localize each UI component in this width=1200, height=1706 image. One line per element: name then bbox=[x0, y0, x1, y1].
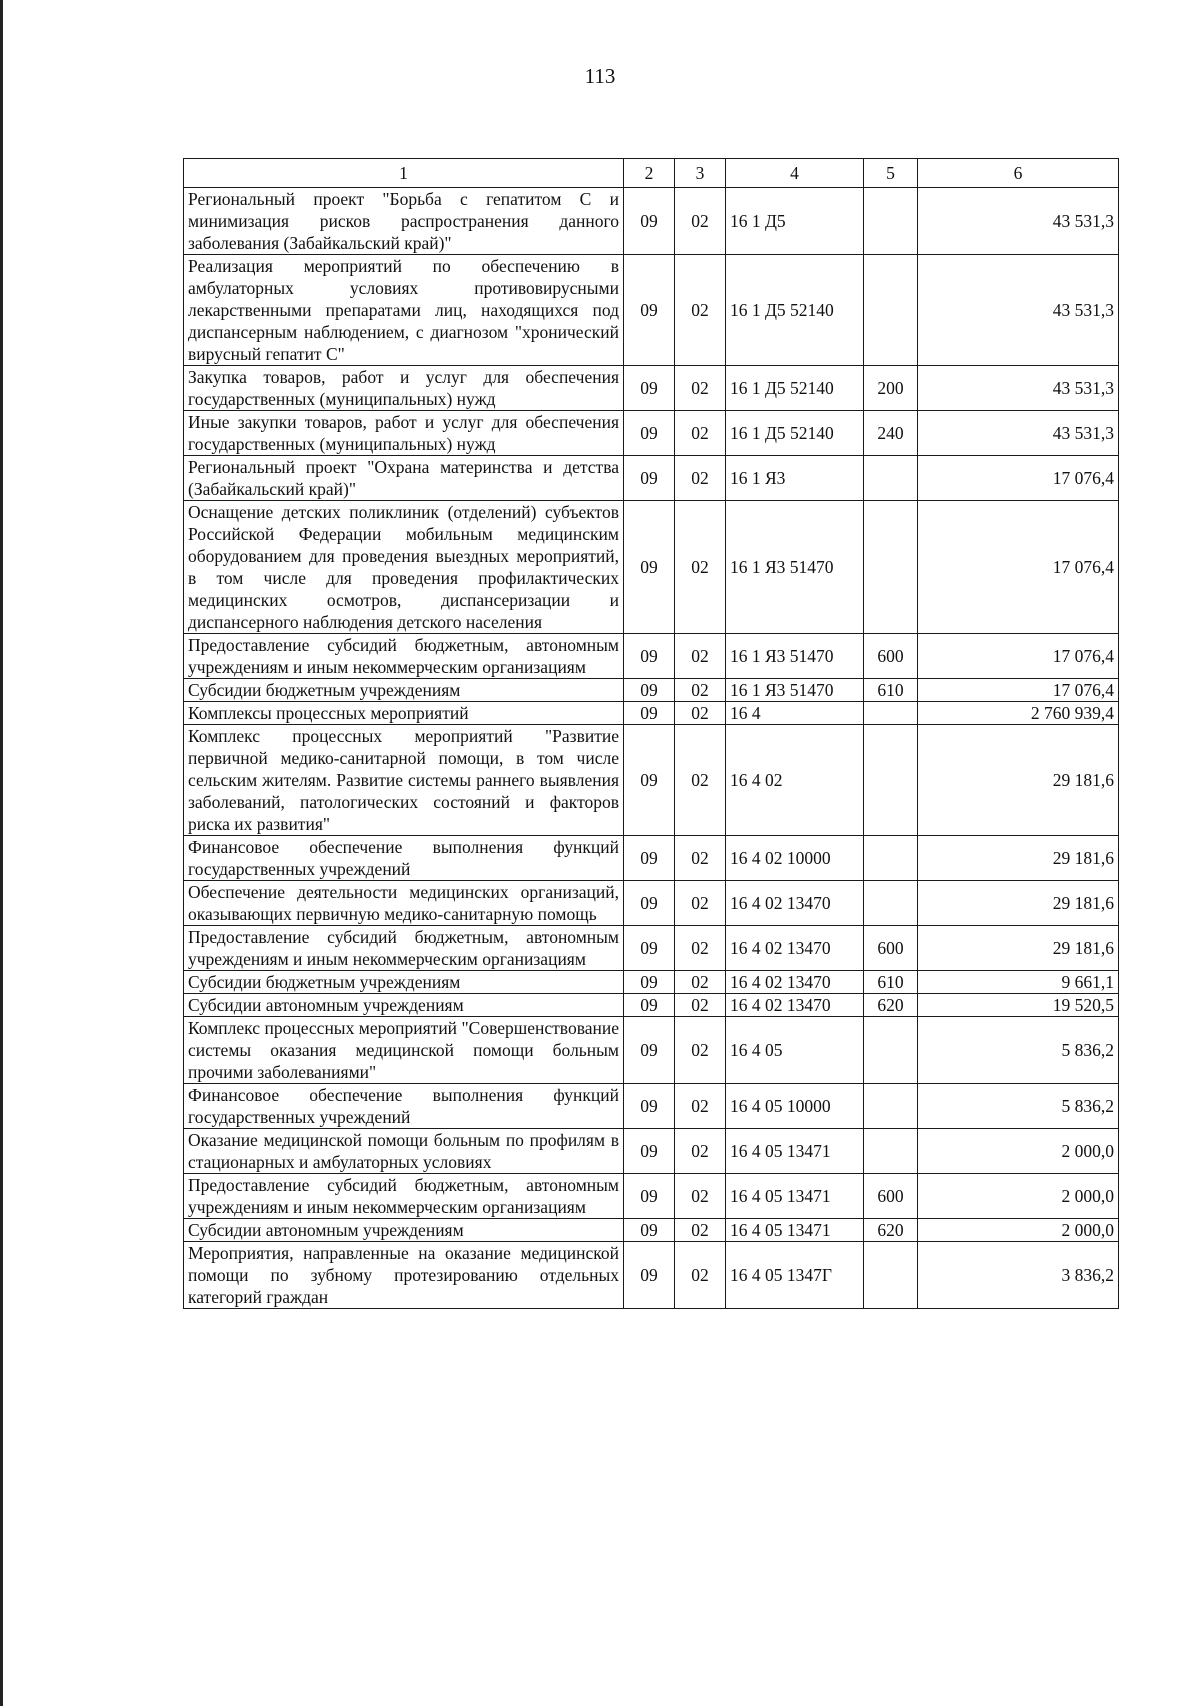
row-target-code: 16 4 05 bbox=[726, 1017, 864, 1084]
row-section: 09 bbox=[624, 255, 675, 366]
row-name: Иные закупки товаров, работ и услуг для обеспечения государственных (муниципальных) нужд bbox=[184, 411, 624, 456]
row-amount: 29 181,6 bbox=[918, 836, 1119, 881]
row-expense-type: 610 bbox=[864, 971, 918, 994]
row-subsection: 02 bbox=[675, 634, 726, 679]
row-expense-type: 610 bbox=[864, 679, 918, 702]
row-section: 09 bbox=[624, 881, 675, 926]
row-amount: 17 076,4 bbox=[918, 456, 1119, 501]
page-number: 113 bbox=[584, 64, 616, 88]
row-target-code: 16 4 05 13471 bbox=[726, 1129, 864, 1174]
row-expense-type: 600 bbox=[864, 1174, 918, 1219]
table-row bbox=[184, 1174, 1119, 1219]
row-amount: 17 076,4 bbox=[918, 634, 1119, 679]
row-target-code: 16 4 02 bbox=[726, 725, 864, 836]
row-name: Комплекс процессных мероприятий "Развитие первичной медико-санитарной помощи, в том числе сельским жителям. Развитие системы раннего выявления заболеваний, патологических состояний и факторов риска их развития" bbox=[184, 725, 624, 836]
row-amount: 9 661,1 bbox=[918, 971, 1119, 994]
row-target-code: 16 1 Д5 bbox=[726, 188, 864, 255]
table-row bbox=[184, 836, 1119, 881]
row-name: Мероприятия, направленные на оказание медицинской помощи по зубному протезированию отдельных категорий граждан bbox=[184, 1242, 624, 1309]
row-section: 09 bbox=[624, 411, 675, 456]
header-col-3: 3 bbox=[675, 159, 726, 188]
row-amount: 5 836,2 bbox=[918, 1017, 1119, 1084]
row-subsection: 02 bbox=[675, 679, 726, 702]
table-body bbox=[184, 188, 1119, 1309]
row-amount: 43 531,3 bbox=[918, 255, 1119, 366]
row-expense-type: 600 bbox=[864, 634, 918, 679]
row-subsection: 02 bbox=[675, 702, 726, 725]
row-target-code: 16 1 Я3 bbox=[726, 456, 864, 501]
row-subsection: 02 bbox=[675, 725, 726, 836]
header-col-4: 4 bbox=[726, 159, 864, 188]
row-target-code: 16 1 Д5 52140 bbox=[726, 411, 864, 456]
row-subsection: 02 bbox=[675, 994, 726, 1017]
row-amount: 2 760 939,4 bbox=[918, 702, 1119, 725]
row-subsection: 02 bbox=[675, 971, 726, 994]
row-expense-type bbox=[864, 456, 918, 501]
row-name: Оснащение детских поликлиник (отделений) субъектов Российской Федерации мобильным медицинским оборудованием для проведения выездных мероприятий, в том числе для проведения профилактических медицинских осмотров, диспансеризации и диспансерного наблюдения детского населения bbox=[184, 501, 624, 634]
row-amount: 29 181,6 bbox=[918, 725, 1119, 836]
row-amount: 29 181,6 bbox=[918, 926, 1119, 971]
row-subsection: 02 bbox=[675, 1017, 726, 1084]
row-expense-type bbox=[864, 702, 918, 725]
budget-table bbox=[183, 158, 1119, 1309]
row-subsection: 02 bbox=[675, 1242, 726, 1309]
row-subsection: 02 bbox=[675, 836, 726, 881]
row-expense-type bbox=[864, 1129, 918, 1174]
row-target-code: 16 4 bbox=[726, 702, 864, 725]
header-col-2: 2 bbox=[624, 159, 675, 188]
row-subsection: 02 bbox=[675, 926, 726, 971]
row-amount: 3 836,2 bbox=[918, 1242, 1119, 1309]
row-expense-type bbox=[864, 501, 918, 634]
row-expense-type bbox=[864, 1017, 918, 1084]
row-section: 09 bbox=[624, 1129, 675, 1174]
row-section: 09 bbox=[624, 702, 675, 725]
row-expense-type bbox=[864, 255, 918, 366]
row-name: Комплекс процессных мероприятий "Совершенствование системы оказания медицинской помощи больным прочими заболеваниями" bbox=[184, 1017, 624, 1084]
row-target-code: 16 1 Д5 52140 bbox=[726, 366, 864, 411]
row-name: Субсидии бюджетным учреждениям bbox=[184, 971, 624, 994]
row-expense-type bbox=[864, 881, 918, 926]
table-row bbox=[184, 634, 1119, 679]
row-section: 09 bbox=[624, 679, 675, 702]
row-section: 09 bbox=[624, 1174, 675, 1219]
row-subsection: 02 bbox=[675, 1084, 726, 1129]
row-subsection: 02 bbox=[675, 255, 726, 366]
row-name: Субсидии автономным учреждениям bbox=[184, 1219, 624, 1242]
row-expense-type: 620 bbox=[864, 1219, 918, 1242]
row-section: 09 bbox=[624, 1242, 675, 1309]
row-target-code: 16 1 Я3 51470 bbox=[726, 501, 864, 634]
row-subsection: 02 bbox=[675, 188, 726, 255]
table-row bbox=[184, 366, 1119, 411]
table-row bbox=[184, 881, 1119, 926]
header-col-5: 5 bbox=[864, 159, 918, 188]
table-row bbox=[184, 1242, 1119, 1309]
table-row bbox=[184, 255, 1119, 366]
row-amount: 5 836,2 bbox=[918, 1084, 1119, 1129]
row-subsection: 02 bbox=[675, 501, 726, 634]
row-section: 09 bbox=[624, 836, 675, 881]
row-name: Субсидии бюджетным учреждениям bbox=[184, 679, 624, 702]
row-target-code: 16 4 02 10000 bbox=[726, 836, 864, 881]
scan-edge-line bbox=[0, 0, 3, 1706]
row-expense-type bbox=[864, 1242, 918, 1309]
row-subsection: 02 bbox=[675, 456, 726, 501]
header-col-1: 1 bbox=[184, 159, 624, 188]
row-section: 09 bbox=[624, 366, 675, 411]
row-section: 09 bbox=[624, 971, 675, 994]
row-expense-type bbox=[864, 188, 918, 255]
row-amount: 29 181,6 bbox=[918, 881, 1119, 926]
row-target-code: 16 1 Я3 51470 bbox=[726, 634, 864, 679]
row-name: Предоставление субсидий бюджетным, автономным учреждениям и иным некоммерческим организациям bbox=[184, 1174, 624, 1219]
row-amount: 2 000,0 bbox=[918, 1174, 1119, 1219]
row-section: 09 bbox=[624, 501, 675, 634]
row-section: 09 bbox=[624, 926, 675, 971]
row-name: Закупка товаров, работ и услуг для обеспечения государственных (муниципальных) нужд bbox=[184, 366, 624, 411]
table-row bbox=[184, 1017, 1119, 1084]
table-row bbox=[184, 679, 1119, 702]
row-expense-type: 600 bbox=[864, 926, 918, 971]
table-row bbox=[184, 1129, 1119, 1174]
table-header bbox=[184, 159, 1119, 188]
row-target-code: 16 4 02 13470 bbox=[726, 926, 864, 971]
table-row bbox=[184, 456, 1119, 501]
row-name: Обеспечение деятельности медицинских организаций, оказывающих первичную медико-санитарную помощь bbox=[184, 881, 624, 926]
table-row bbox=[184, 926, 1119, 971]
table-row bbox=[184, 702, 1119, 725]
row-amount: 43 531,3 bbox=[918, 411, 1119, 456]
row-amount: 19 520,5 bbox=[918, 994, 1119, 1017]
row-subsection: 02 bbox=[675, 1174, 726, 1219]
row-name: Финансовое обеспечение выполнения функций государственных учреждений bbox=[184, 836, 624, 881]
row-amount: 2 000,0 bbox=[918, 1129, 1119, 1174]
row-amount: 2 000,0 bbox=[918, 1219, 1119, 1242]
row-target-code: 16 4 05 1347Г bbox=[726, 1242, 864, 1309]
row-target-code: 16 4 05 10000 bbox=[726, 1084, 864, 1129]
row-target-code: 16 1 Д5 52140 bbox=[726, 255, 864, 366]
row-subsection: 02 bbox=[675, 1219, 726, 1242]
header-col-6: 6 bbox=[918, 159, 1119, 188]
row-name: Оказание медицинской помощи больным по профилям в стационарных и амбулаторных условиях bbox=[184, 1129, 624, 1174]
table-row bbox=[184, 188, 1119, 255]
table-row bbox=[184, 501, 1119, 634]
table-row bbox=[184, 1084, 1119, 1129]
row-target-code: 16 4 05 13471 bbox=[726, 1219, 864, 1242]
table-row bbox=[184, 971, 1119, 994]
row-name: Региональный проект "Охрана материнства и детства (Забайкальский край)" bbox=[184, 456, 624, 501]
row-expense-type bbox=[864, 1084, 918, 1129]
row-amount: 43 531,3 bbox=[918, 366, 1119, 411]
row-target-code: 16 4 05 13471 bbox=[726, 1174, 864, 1219]
row-amount: 43 531,3 bbox=[918, 188, 1119, 255]
row-name: Субсидии автономным учреждениям bbox=[184, 994, 624, 1017]
row-section: 09 bbox=[624, 1017, 675, 1084]
row-section: 09 bbox=[624, 634, 675, 679]
table-row bbox=[184, 725, 1119, 836]
row-name: Региональный проект "Борьба с гепатитом С и минимизация рисков распространения данного заболевания (Забайкальский край)" bbox=[184, 188, 624, 255]
row-name: Реализация мероприятий по обеспечению в амбулаторных условиях противовирусными лекарственными препаратами лиц, находящихся под диспансерным наблюдением, с диагнозом "хронический вирусный гепатит С" bbox=[184, 255, 624, 366]
row-section: 09 bbox=[624, 456, 675, 501]
row-target-code: 16 4 02 13470 bbox=[726, 971, 864, 994]
row-amount: 17 076,4 bbox=[918, 679, 1119, 702]
row-expense-type: 240 bbox=[864, 411, 918, 456]
row-expense-type: 620 bbox=[864, 994, 918, 1017]
row-name: Финансовое обеспечение выполнения функций государственных учреждений bbox=[184, 1084, 624, 1129]
table-row bbox=[184, 411, 1119, 456]
row-section: 09 bbox=[624, 994, 675, 1017]
row-section: 09 bbox=[624, 1084, 675, 1129]
row-target-code: 16 1 Я3 51470 bbox=[726, 679, 864, 702]
row-expense-type bbox=[864, 836, 918, 881]
table-row bbox=[184, 994, 1119, 1017]
row-name: Предоставление субсидий бюджетным, автономным учреждениям и иным некоммерческим организациям bbox=[184, 634, 624, 679]
row-section: 09 bbox=[624, 1219, 675, 1242]
row-subsection: 02 bbox=[675, 881, 726, 926]
row-expense-type: 200 bbox=[864, 366, 918, 411]
row-expense-type bbox=[864, 725, 918, 836]
row-amount: 17 076,4 bbox=[918, 501, 1119, 634]
row-subsection: 02 bbox=[675, 1129, 726, 1174]
row-subsection: 02 bbox=[675, 411, 726, 456]
row-section: 09 bbox=[624, 188, 675, 255]
table-row bbox=[184, 1219, 1119, 1242]
row-subsection: 02 bbox=[675, 366, 726, 411]
header-row bbox=[184, 159, 1119, 188]
row-name: Предоставление субсидий бюджетным, автономным учреждениям и иным некоммерческим организациям bbox=[184, 926, 624, 971]
row-target-code: 16 4 02 13470 bbox=[726, 994, 864, 1017]
row-section: 09 bbox=[624, 725, 675, 836]
row-target-code: 16 4 02 13470 bbox=[726, 881, 864, 926]
row-name: Комплексы процессных мероприятий bbox=[184, 702, 624, 725]
